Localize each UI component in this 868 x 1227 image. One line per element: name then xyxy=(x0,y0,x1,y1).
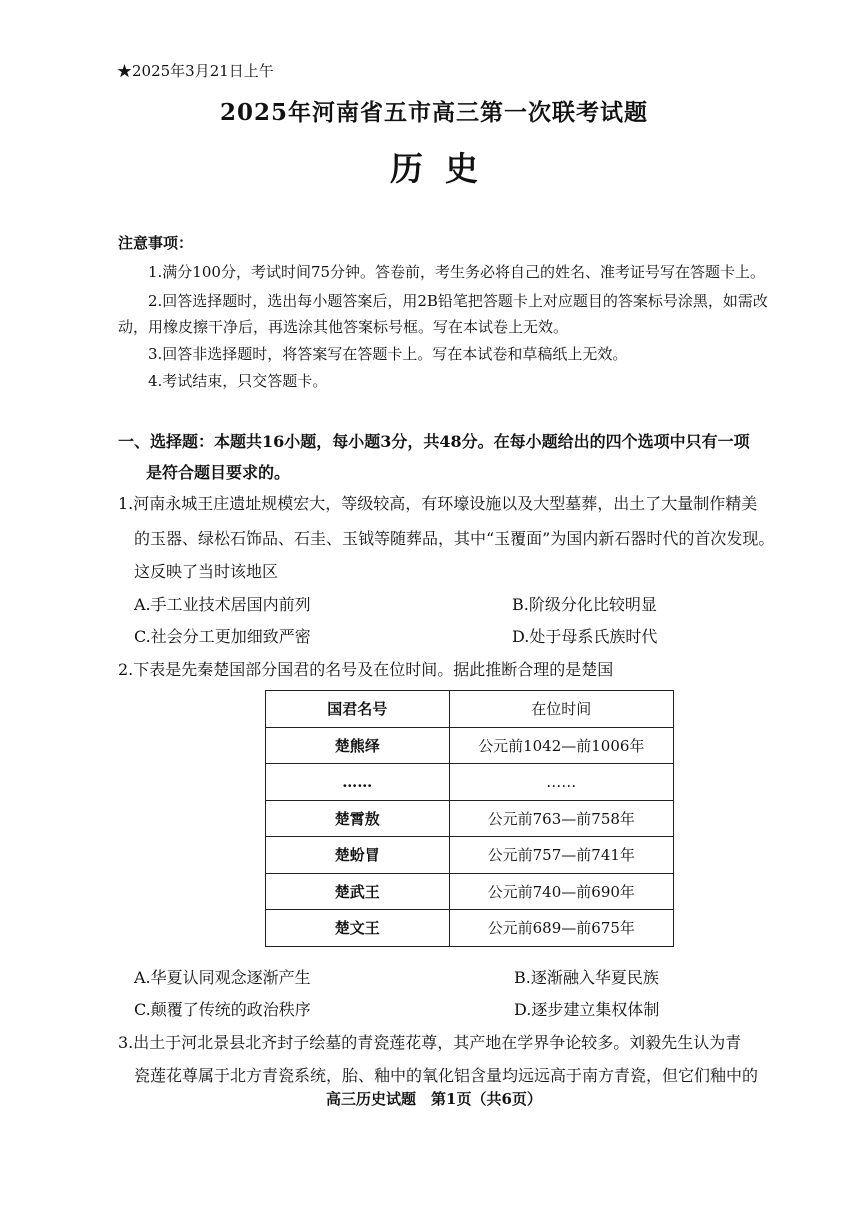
table-cell: 公元前689—前675年 xyxy=(449,910,673,947)
subject-title: 历史 xyxy=(390,149,500,188)
table-cell: 楚霄敖 xyxy=(266,800,450,837)
table-cell: 楚武王 xyxy=(266,873,450,910)
notice-item: 动，用橡皮擦干净后，再选涂其他答案标号框。写在本试卷上无效。 xyxy=(118,318,569,336)
question-1-option-c: C.社会分工更加细致严密 xyxy=(134,627,311,646)
table-cell: 楚文王 xyxy=(266,910,450,947)
question-1-stem: 的玉器、绿松石饰品、石圭、玉钺等随葬品，其中“玉覆面”为国内新石器时代的首次发现。 xyxy=(134,529,775,548)
question-1-option-b: B.阶级分化比较明显 xyxy=(512,595,657,614)
table-cell: 公元前740—前690年 xyxy=(449,873,673,910)
section-heading-cont: 是符合题目要求的。 xyxy=(146,463,291,482)
question-1-stem: 1.河南永城王庄遗址规模宏大，等级较高，有环壕设施以及大型墓葬，出土了大量制作精美 xyxy=(118,494,758,513)
table-row xyxy=(266,800,674,837)
table-header: 国君名号 xyxy=(266,691,450,728)
page-footer: 高三历史试题 第1页（共6页） xyxy=(326,1090,542,1108)
notice-title: 注意事项： xyxy=(118,234,194,252)
table-cell: 楚蚡冒 xyxy=(266,837,450,874)
table-row xyxy=(266,873,674,910)
exam-date: ★2025年3月21日上午 xyxy=(117,62,274,80)
table-cell: 公元前763—前758年 xyxy=(449,800,673,837)
question-2-stem: 2.下表是先秦楚国部分国君的名号及在位时间。据此推断合理的是楚国 xyxy=(118,660,614,679)
question-1-option-a: A.手工业技术居国内前列 xyxy=(134,595,311,614)
section-heading: 一、选择题：本题共16小题，每小题3分，共48分。在每小题给出的四个选项中只有一项 xyxy=(118,432,750,451)
notice-item: 1.满分100分，考试时间75分钟。答卷前，考生务必将自己的姓名、准考证号写在答题卡上。 xyxy=(148,263,766,281)
notice-item: 2.回答选择题时，选出每小题答案后，用2B铅笔把答题卡上对应题目的答案标号涂黑，如需改 xyxy=(148,292,768,310)
question-2-option-b: B.逐渐融入华夏民族 xyxy=(514,968,659,987)
question-3-stem: 3.出土于河北景县北齐封子绘墓的青瓷莲花尊，其产地在学界争论较多。刘毅先生认为青 xyxy=(118,1033,742,1052)
question-1-stem: 这反映了当时该地区 xyxy=(134,562,279,581)
table-cell: …… xyxy=(449,764,673,801)
question-2-option-a: A.华夏认同观念逐渐产生 xyxy=(134,968,311,987)
question-2-option-c: C.颠覆了传统的政治秩序 xyxy=(134,1000,311,1019)
table-row xyxy=(266,727,674,764)
table-row xyxy=(266,837,674,874)
table-header: 在位时间 xyxy=(449,691,673,728)
table-row xyxy=(266,910,674,947)
table-row xyxy=(266,764,674,801)
table-cell: 公元前757—前741年 xyxy=(449,837,673,874)
table-cell: 公元前1042—前1006年 xyxy=(449,727,673,764)
exam-title: 2025年河南省五市高三第一次联考试题 xyxy=(219,99,648,126)
reign-table xyxy=(265,690,674,947)
table-header-row xyxy=(266,691,674,728)
question-3-stem: 瓷莲花尊属于北方青瓷系统，胎、釉中的氧化铝含量均远远高于南方青瓷，但它们釉中的 xyxy=(134,1066,759,1085)
notice-item: 3.回答非选择题时，将答案写在答题卡上。写在本试卷和草稿纸上无效。 xyxy=(148,345,628,363)
notice-item: 4.考试结束，只交答题卡。 xyxy=(148,372,328,390)
table-cell: …… xyxy=(266,764,450,801)
table-cell: 楚熊绎 xyxy=(266,727,450,764)
question-2-option-d: D.逐步建立集权体制 xyxy=(514,1000,660,1019)
question-1-option-d: D.处于母系氏族时代 xyxy=(512,627,658,646)
